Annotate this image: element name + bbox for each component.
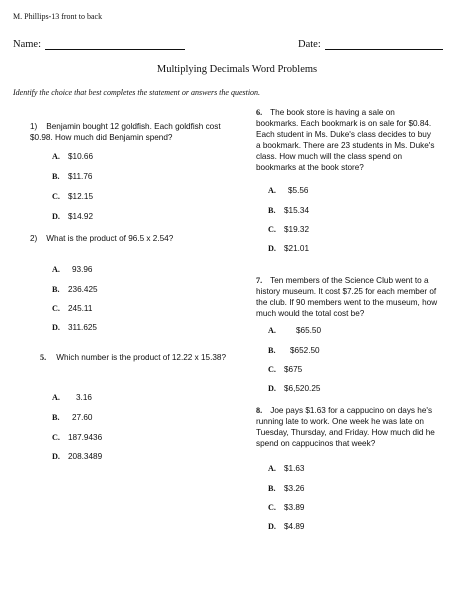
choice-letter: C. xyxy=(268,225,276,234)
choice-letter: B. xyxy=(52,285,60,294)
header-note: M. Phillips-13 front to back xyxy=(13,12,103,21)
choice-8d[interactable] xyxy=(268,522,305,531)
choice-5d[interactable] xyxy=(52,452,102,461)
choice-text: $65.50 xyxy=(296,326,322,335)
choice-2a[interactable] xyxy=(52,265,93,274)
choice-letter: D. xyxy=(268,384,276,393)
choice-letter: B. xyxy=(268,206,276,215)
choice-text: 236.425 xyxy=(68,285,98,294)
choice-letter: A. xyxy=(268,186,276,195)
choice-text: 93.96 xyxy=(72,265,93,274)
choice-5b[interactable] xyxy=(52,413,93,422)
choice-letter: C. xyxy=(268,503,276,512)
choice-letter: D. xyxy=(52,452,60,461)
choice-1a[interactable] xyxy=(52,152,93,161)
choice-1d[interactable] xyxy=(52,212,93,221)
question-text: Which number is the product of 12.22 x 15.38? xyxy=(56,353,227,362)
question-1 xyxy=(30,121,238,143)
choice-letter: A. xyxy=(52,393,60,402)
question-number: 2) xyxy=(30,234,38,243)
choice-letter: B. xyxy=(52,172,60,181)
choice-text: $4.89 xyxy=(284,522,305,531)
choice-letter: B. xyxy=(52,413,60,422)
choice-text: $21.01 xyxy=(284,244,310,253)
choice-text: $14.92 xyxy=(68,212,94,221)
question-number: 6. xyxy=(256,108,263,117)
question-text: What is the product of 96.5 x 2.54? xyxy=(46,234,174,243)
choice-text: $11.76 xyxy=(68,172,93,181)
name-field[interactable] xyxy=(13,39,185,50)
choice-letter: D. xyxy=(268,522,276,531)
choice-letter: B. xyxy=(268,346,276,355)
choice-7a[interactable] xyxy=(268,326,321,335)
choice-2b[interactable] xyxy=(52,285,98,294)
choice-6d[interactable] xyxy=(268,244,309,253)
question-2 xyxy=(30,233,235,244)
question-number: 5. xyxy=(40,353,47,362)
date-label: Date: xyxy=(298,39,321,50)
choice-1c[interactable] xyxy=(52,192,93,201)
choice-letter: A. xyxy=(268,464,276,473)
question-text: Ten members of the Science Club went to a history museum. It cost $7.25 for each member of the club. If 90 members went to the museum, how much would the total cost be? xyxy=(256,276,438,318)
question-5 xyxy=(40,352,235,363)
question-text: The book store is having a sale on bookmarks. Each bookmark is on sale for $0.84. Each student in Ms. Duke's class decides to buy a bookmark. There are 23 students in Ms. Duke's class. How much will the class spend on bookmarks at the book store? xyxy=(256,108,435,172)
choice-text: $5.56 xyxy=(288,186,309,195)
choice-8a[interactable] xyxy=(268,464,305,473)
choice-letter: C. xyxy=(52,433,60,442)
choice-text: $675 xyxy=(284,365,303,374)
question-8 xyxy=(256,405,448,449)
choice-text: $3.26 xyxy=(284,484,305,493)
choice-7b[interactable] xyxy=(268,346,320,355)
choice-letter: B. xyxy=(268,484,276,493)
choice-text: $652.50 xyxy=(290,346,320,355)
choice-2c[interactable] xyxy=(52,304,92,313)
choice-5a[interactable] xyxy=(52,393,92,402)
choice-text: 3.16 xyxy=(76,393,92,402)
question-number: 7. xyxy=(256,276,263,285)
choice-letter: D. xyxy=(52,212,60,221)
choice-text: 187.9436 xyxy=(68,433,103,442)
question-number: 1) xyxy=(30,122,38,131)
choice-text: $10.66 xyxy=(68,152,94,161)
date-blank-line[interactable] xyxy=(325,39,443,50)
choice-8c[interactable] xyxy=(268,503,305,512)
choice-6c[interactable] xyxy=(268,225,309,234)
date-field[interactable] xyxy=(298,39,443,50)
choice-8b[interactable] xyxy=(268,484,305,493)
choice-7c[interactable] xyxy=(268,365,302,374)
choice-6a[interactable] xyxy=(268,186,309,195)
choice-7d[interactable] xyxy=(268,384,320,393)
choice-letter: A. xyxy=(268,326,276,335)
choice-letter: A. xyxy=(52,265,60,274)
choice-text: $12.15 xyxy=(68,192,94,201)
choice-text: $3.89 xyxy=(284,503,305,512)
choice-text: $6,520.25 xyxy=(284,384,321,393)
choice-1b[interactable] xyxy=(52,172,92,181)
choice-6b[interactable] xyxy=(268,206,309,215)
name-label: Name: xyxy=(13,39,41,50)
choice-text: $15.34 xyxy=(284,206,310,215)
choice-text: 208.3489 xyxy=(68,452,103,461)
page-title: Multiplying Decimals Word Problems xyxy=(156,64,318,75)
instructions: Identify the choice that best completes the statement or answers the question. xyxy=(13,88,261,97)
question-text: Joe pays $1.63 for a cappucino on days he's running late to work. One week he was late on Tuesday, Thursday, and Friday. How much did he spend on cappucinos that week? xyxy=(256,406,435,448)
choice-letter: D. xyxy=(52,323,60,332)
choice-text: $1.63 xyxy=(284,464,305,473)
choice-2d[interactable] xyxy=(52,323,97,332)
choice-letter: C. xyxy=(268,365,276,374)
question-7 xyxy=(256,275,448,319)
choice-text: 27.60 xyxy=(72,413,93,422)
question-6 xyxy=(256,107,436,173)
choice-text: 245.11 xyxy=(68,304,93,313)
choice-letter: A. xyxy=(52,152,60,161)
question-text: Benjamin bought 12 goldfish. Each goldfish cost $0.98. How much did Benjamin spend? xyxy=(30,122,221,142)
choice-text: $19.32 xyxy=(284,225,310,234)
choice-text: 311.625 xyxy=(68,323,97,332)
question-number: 8. xyxy=(256,406,263,415)
name-blank-line[interactable] xyxy=(45,39,185,50)
choice-letter: D. xyxy=(268,244,276,253)
choice-letter: C. xyxy=(52,304,60,313)
choice-5c[interactable] xyxy=(52,433,102,442)
choice-letter: C. xyxy=(52,192,60,201)
